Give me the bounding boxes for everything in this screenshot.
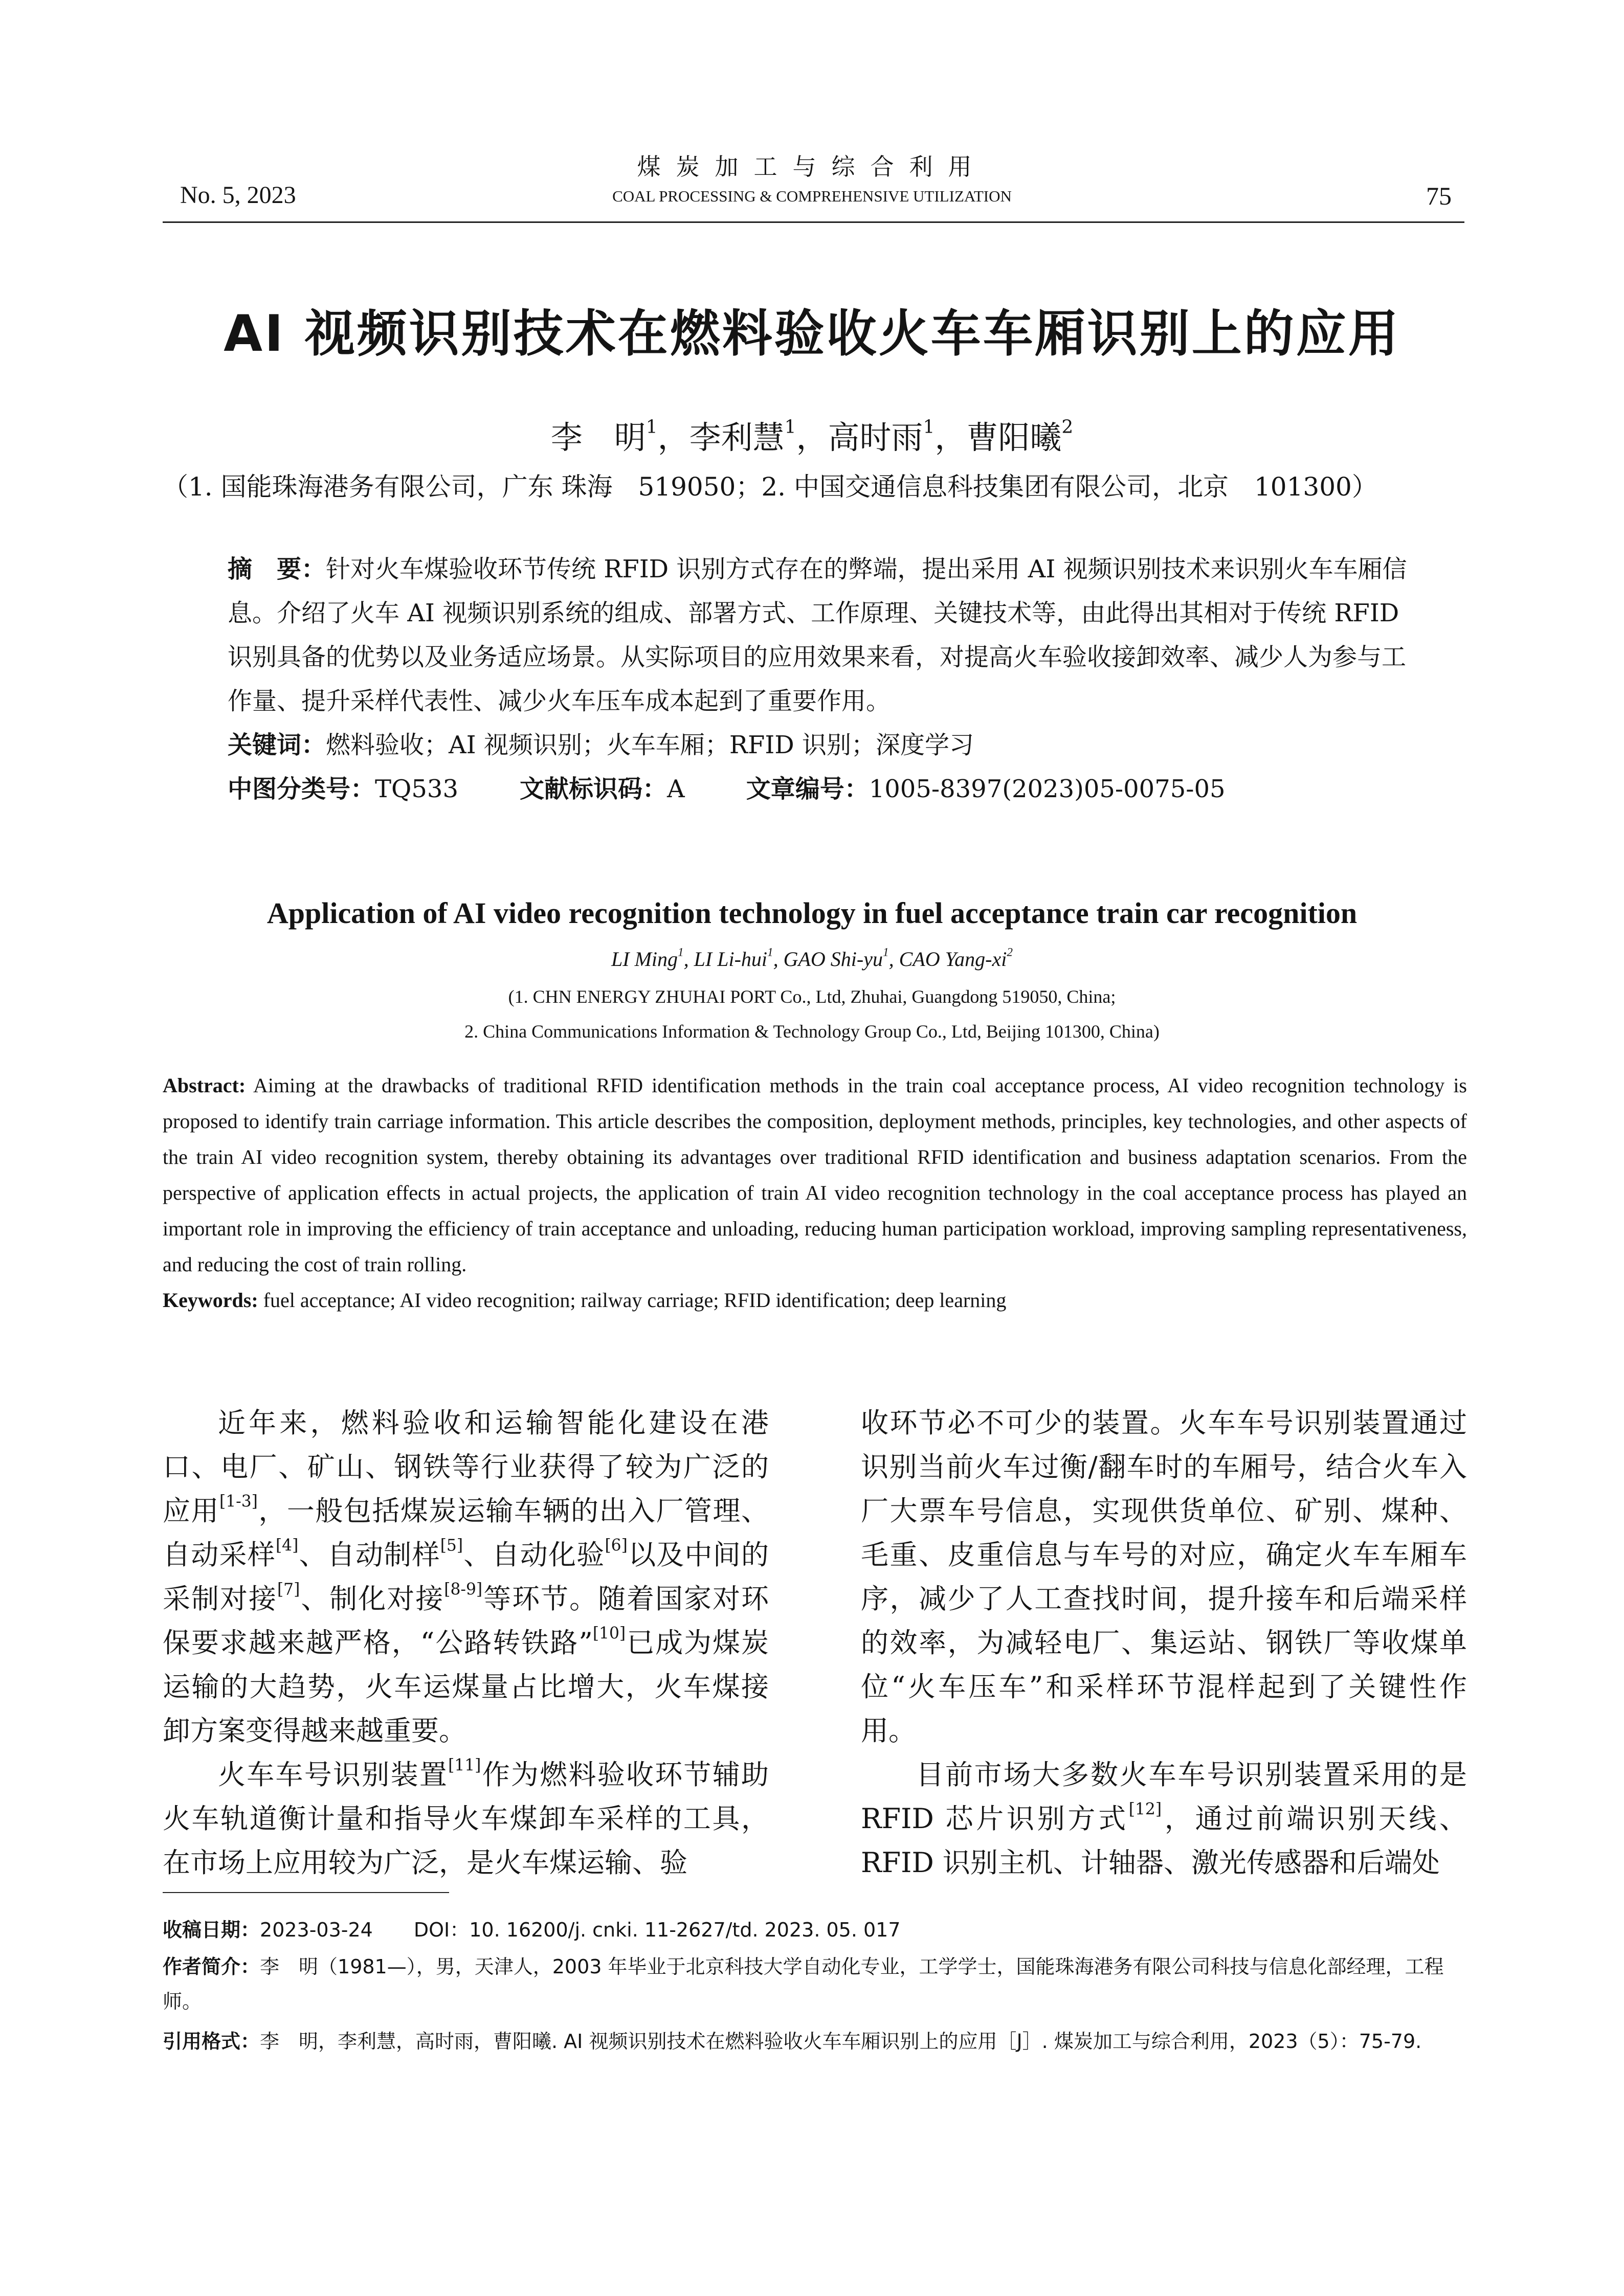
bio-label: 作者简介： bbox=[163, 1955, 260, 1978]
affiliation-en-1: (1. CHN ENERGY ZHUHAI PORT Co., Ltd, Zhuhai, Guangdong 519050, China; bbox=[508, 986, 1116, 1007]
author-cn: 李利慧 bbox=[689, 419, 785, 456]
author-cn: 曹阳曦 bbox=[966, 419, 1062, 456]
header-rule bbox=[163, 221, 1464, 223]
body-column-left bbox=[163, 1401, 769, 1885]
cite-label: 引用格式： bbox=[163, 2030, 260, 2053]
received-date: 2023-03-24 bbox=[260, 1919, 373, 1941]
keywords-cn-text: 燃料验收；AI 视频识别；火车车厢；RFID 识别；深度学习 bbox=[326, 731, 974, 759]
body-text: 目前市场大多数火车车号识别装置采用的是 RFID 芯片识别方式 bbox=[861, 1759, 1467, 1835]
abstract-cn-block bbox=[228, 547, 1409, 811]
abstract-en-block bbox=[163, 1068, 1467, 1318]
author-list-en bbox=[0, 947, 1624, 971]
body-text: ，通过前端识别天线、RFID 识别主机、计轴器、激光传感器和后端处 bbox=[861, 1803, 1467, 1879]
author-affil-mark: 1 bbox=[646, 416, 658, 438]
body-text: 、制化对接 bbox=[300, 1583, 444, 1615]
author-affil-mark: 2 bbox=[1007, 946, 1013, 959]
doc-code-value: A bbox=[667, 775, 685, 803]
article-number-value: 1005-8397(2023)05-0075-05 bbox=[869, 775, 1226, 803]
author-en: CAO Yang-xi bbox=[899, 948, 1007, 971]
citation-ref: [1-3] bbox=[219, 1492, 258, 1511]
body-paragraph: 收环节必不可少的装置。火车车号识别装置通过识别当前火车过衡/翻车时的车厢号，结合火车入厂大票车号信息，实现供货单位、矿别、煤种、毛重、皮重信息与车号的对应，确定火车车厢车序，减少了人工查找时间，提升接车和后端采样的效率，为减轻电厂、集运站、钢铁厂等收煤单位“火车压车”和采样环节混样起到了关键性作用。 bbox=[861, 1407, 1467, 1747]
body-column-right bbox=[861, 1401, 1467, 1885]
author-list-cn bbox=[0, 412, 1624, 458]
clc-value: TQ533 bbox=[375, 775, 458, 803]
body-text: 近年来，燃料验收和运输智能化建设在港口、电厂、矿山、钢铁等行业获得了较为广泛的应用 bbox=[163, 1407, 769, 1527]
affiliation-cn: （1. 国能珠海港务有限公司，广东 珠海 519050；2. 中国交通信息科技集团有限公司，北京 101300） bbox=[163, 472, 1377, 502]
author-affil-mark: 1 bbox=[883, 946, 889, 959]
article-number-label: 文章编号： bbox=[746, 775, 869, 803]
footnote-rule bbox=[163, 1892, 449, 1893]
body-text: 已成为煤炭运输的大趋势，火车运煤量占比增大，火车煤接卸方案变得越来越重要。 bbox=[163, 1627, 769, 1747]
body-text: 作为燃料验收环节辅助火车轨道衡计量和指导火车煤卸车采样的工具，在市场上应用较为广泛，是火车煤运输、验 bbox=[163, 1759, 769, 1879]
issue-number: No. 5, 2023 bbox=[180, 182, 296, 209]
journal-title-cn: 煤炭加工与综合利用 bbox=[637, 153, 987, 181]
author-affil-mark: 2 bbox=[1061, 416, 1074, 438]
author-en: LI Li-hui bbox=[694, 948, 767, 971]
received-label: 收稿日期： bbox=[163, 1919, 260, 1941]
cite-text: 李 明，李利慧，高时雨，曹阳曦. AI 视频识别技术在燃料验收火车车厢识别上的应用［J］. 煤炭加工与综合利用，2023（5）：75-79. bbox=[260, 2030, 1422, 2053]
body-paragraph bbox=[163, 1401, 769, 1753]
footnote-citation bbox=[163, 2024, 1467, 2059]
abstract-cn-text: 针对火车煤验收环节传统 RFID 识别方式存在的弊端，提出采用 AI 视频识别技术来识别火车车厢信息。介绍了火车 AI 视频识别系统的组成、部署方式、工作原理、关键技术等，由此得出其相对于传统 RFID 识别具备的优势以及业务适应场景。从实际项目的应用效果来看，对提高火车验收接卸效率、减少人为参与工作量、提升采样代表性、减少火车压车成本起到了重要作用。 bbox=[228, 555, 1407, 715]
citation-ref: [12] bbox=[1128, 1800, 1162, 1819]
abstract-en-text: Aiming at the drawbacks of traditional RFID identification methods in the train coal acceptance process, AI video recognition technology is proposed to identify train carriage information. This article describes the composition, deployment methods, principles, key technologies, and other aspects of the train AI video recognition system, thereby obtaining its advantages over traditional RFID identification and business adaptation scenarios. From the perspective of application effects in actual projects, the application of train AI video recognition technology in the coal acceptance process has played an important role in improving the efficiency of train acceptance and unloading, reducing human participation workload, improving sampling representativeness, and reducing the cost of train rolling. bbox=[163, 1074, 1467, 1276]
author-separator: ， bbox=[796, 419, 828, 456]
author-en: GAO Shi-yu bbox=[783, 948, 883, 971]
body-text: 等环节。随着国家对环保要求越来越严格，“公路转铁路” bbox=[163, 1583, 769, 1659]
body-text: 以及中间的采制对接 bbox=[163, 1539, 769, 1615]
keywords-cn bbox=[228, 723, 1409, 767]
author-separator: ， bbox=[935, 419, 967, 456]
abstract-en-label: Abstract: bbox=[163, 1074, 246, 1097]
keywords-en bbox=[163, 1282, 1467, 1318]
keywords-en-text: fuel acceptance; AI video recognition; railway carriage; RFID identification; deep learning bbox=[258, 1289, 1007, 1312]
clc-label: 中图分类号： bbox=[228, 775, 375, 803]
abstract-cn-label: 摘 要： bbox=[228, 555, 326, 583]
footnote-author-bio bbox=[163, 1949, 1467, 2019]
author-affil-mark: 1 bbox=[767, 946, 773, 959]
citation-ref: [6] bbox=[605, 1536, 628, 1555]
citation-ref: [10] bbox=[592, 1624, 626, 1643]
doi-label: DOI： bbox=[413, 1919, 470, 1941]
author-separator: , bbox=[773, 948, 784, 971]
bio-text: 李 明（1981—），男，天津人，2003 年毕业于北京科技大学自动化专业，工学学士，国能珠海港务有限公司科技与信息化部经理，工程师。 bbox=[163, 1955, 1444, 2013]
classification-line bbox=[228, 767, 1409, 811]
author-affil-mark: 1 bbox=[784, 416, 796, 438]
body-text: ，一般包括煤炭运输车辆的出入厂管理、自动采样 bbox=[163, 1495, 769, 1571]
citation-ref: [7] bbox=[277, 1580, 300, 1599]
doc-code-label: 文献标识码： bbox=[520, 775, 668, 803]
body-paragraph bbox=[163, 1753, 769, 1885]
author-separator: , bbox=[888, 948, 899, 971]
citation-ref: [11] bbox=[448, 1756, 481, 1775]
body-text: 火车车号识别装置 bbox=[218, 1759, 449, 1791]
author-separator: , bbox=[683, 948, 694, 971]
body-paragraph bbox=[861, 1753, 1467, 1885]
body-text: 、自动制样 bbox=[298, 1539, 440, 1571]
article-title-en: Application of AI video recognition technology in fuel acceptance train car recognition bbox=[266, 896, 1358, 930]
keywords-cn-label: 关键词： bbox=[228, 731, 326, 759]
citation-ref: [8-9] bbox=[444, 1580, 483, 1599]
abstract-cn bbox=[228, 547, 1409, 723]
doi-value: 10. 16200/j. cnki. 11-2627/td. 2023. 05. 017 bbox=[469, 1919, 901, 1941]
author-cn: 高时雨 bbox=[828, 419, 923, 456]
citation-ref: [5] bbox=[440, 1536, 463, 1555]
footnote-received bbox=[163, 1912, 1467, 1947]
author-separator: ， bbox=[657, 419, 689, 456]
author-affil-mark: 1 bbox=[923, 416, 935, 438]
article-title-cn: AI 视频识别技术在燃料验收火车车厢识别上的应用 bbox=[224, 305, 1400, 363]
author-cn: 李 明 bbox=[550, 419, 646, 456]
affiliation-en-2: 2. China Communications Information & Technology Group Co., Ltd, Beijing 101300, China) bbox=[464, 1021, 1160, 1042]
citation-ref: [4] bbox=[275, 1536, 299, 1555]
body-text: 、自动化验 bbox=[463, 1539, 605, 1571]
author-affil-mark: 1 bbox=[678, 946, 684, 959]
keywords-en-label: Keywords: bbox=[163, 1289, 258, 1312]
author-en: LI Ming bbox=[611, 948, 678, 971]
journal-title-en: COAL PROCESSING & COMPREHENSIVE UTILIZATION bbox=[612, 187, 1012, 205]
page-number: 75 bbox=[1426, 182, 1452, 210]
abstract-en bbox=[163, 1068, 1467, 1282]
